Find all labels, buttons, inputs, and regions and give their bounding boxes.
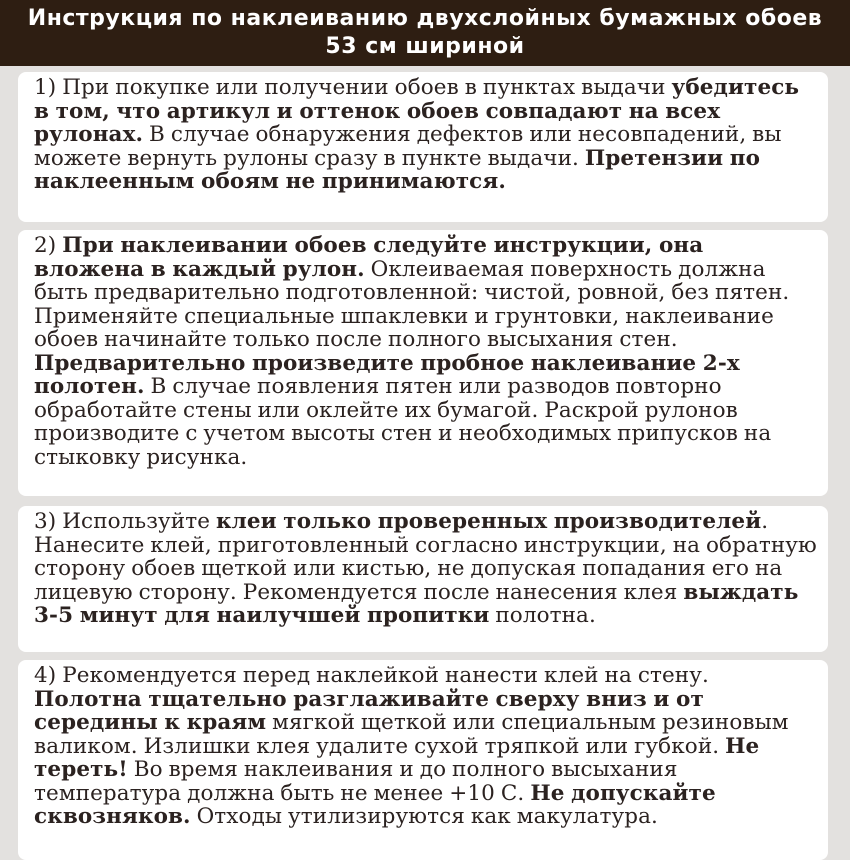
emphasis-text: При наклеивании обоев следуйте инструкции, она вложена в каждый рулон.: [34, 233, 704, 282]
emphasis-text: Не тереть!: [34, 733, 760, 782]
instruction-text-4: [34, 664, 818, 829]
body-text: 2): [34, 233, 63, 258]
emphasis-text: Не допускайте сквозняков.: [34, 780, 716, 829]
instruction-card-2: [18, 230, 828, 496]
body-text: мягкой щеткой или специальным резиновым валиком. Излишки клея удалите сухой тряпкой или губкой.: [34, 710, 789, 759]
instruction-text-3: [34, 510, 818, 628]
emphasis-text: выждать 3-5 минут для наилучшей пропитки: [34, 579, 799, 628]
instruction-card-1: [18, 72, 828, 222]
body-text: Оклеиваемая поверхность должна быть предварительно подготовленной: чистой, ровной, без пятен. Применяйте специальные шпаклевки и грунтовки, наклеивание обоев начинайте только после полного высыхания стен.: [34, 256, 790, 352]
body-text: 4) Рекомендуется перед наклейкой нанести клей на стену.: [34, 663, 709, 688]
header-bar: [0, 0, 850, 66]
instruction-card-4: [18, 660, 828, 860]
body-text: 3) Используйте: [34, 509, 216, 534]
body-text: Во время наклеивания и до полного высыхания температура должна быть не менее +10 С.: [34, 757, 678, 806]
body-text: Отходы утилизируются как макулатура.: [190, 804, 658, 829]
body-text: полотна.: [489, 603, 596, 628]
emphasis-text: убедитесь в том, что артикул и оттенок обоев совпадают на всех рулонах.: [34, 75, 800, 147]
body-text: . Нанесите клей, приготовленный согласно инструкции, на обратную сторону обоев щеткой или кистью, не допуская попадания его на лицевую сторону. Рекомендуется после нанесения клея: [34, 509, 817, 605]
body-text: 1) При покупке или получении обоев в пунктах выдачи: [34, 75, 672, 100]
page-title: Инструкция по наклеиванию двухслойных бумажных обоев 53 см шириной: [27, 6, 823, 59]
emphasis-text: клеи только проверенных производителей: [216, 509, 762, 534]
emphasis-text: Претензии по наклеенным обоям не принимаются.: [34, 145, 761, 194]
emphasis-text: Предварительно произведите пробное наклеивание 2-х полотен.: [34, 350, 740, 399]
instruction-card-3: [18, 506, 828, 652]
emphasis-text: Полотна тщательно разглаживайте сверху вниз и от середины к краям: [34, 686, 704, 735]
instruction-text-2: [34, 234, 818, 469]
body-text: В случае появления пятен или разводов повторно обработайте стены или оклейте их бумагой. Раскрой рулонов производите с учетом высоты стен и необходимых припусков на стыковку рисунка.: [34, 374, 772, 470]
body-text: В случае обнаружения дефектов или несовпадений, вы можете вернуть рулоны сразу в пункте выдачи.: [34, 122, 782, 171]
instruction-text-1: [34, 76, 818, 194]
